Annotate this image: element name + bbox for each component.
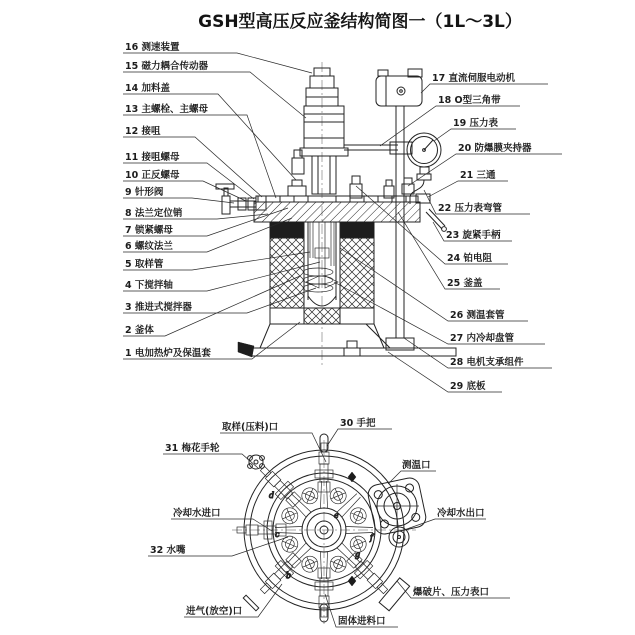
label-solid-feed-port: 固体进料口: [338, 616, 386, 627]
side-mount-assembly: [366, 476, 427, 547]
plan-view: [232, 434, 428, 624]
label-26-thermowell: 26 测温套管: [450, 310, 505, 321]
label-32-water-nozzle: 32 水嘴: [150, 545, 186, 556]
label-31-plum-handwheel: 31 梅花手轮: [165, 443, 220, 454]
coil-fitting: [384, 180, 394, 198]
label-sampling-port: 取样(压料)口: [222, 422, 279, 433]
port-letter-d: d: [269, 491, 275, 500]
label-cooling-water-inlet: 冷却水进口: [173, 508, 221, 519]
label-2-kettle-body: 2 釜体: [125, 325, 154, 336]
label-25-kettle-lid: 25 釜盖: [447, 278, 483, 289]
label-9-needle-valve: 9 针形阀: [125, 187, 164, 198]
elevation-labels-left: [125, 41, 211, 359]
label-20-rupture-disc-holder: 20 防爆膜夹持器: [458, 143, 532, 154]
label-21-tee: 21 三通: [460, 170, 496, 181]
label-3-propeller-stirrer: 3 推进式搅拌器: [125, 302, 192, 313]
label-7-lock-nut: 7 锁紧螺母: [125, 225, 173, 236]
port-letter-e: e: [334, 511, 339, 520]
diagram-title: GSH型高压反应釜结构简图一（1L～3L）: [198, 12, 522, 32]
label-4-lower-stir-shaft: 4 下搅拌轴: [125, 280, 173, 291]
label-17-servo-motor: 17 直流伺服电动机: [432, 73, 516, 84]
servo-motor: [376, 69, 422, 106]
label-29-base-plate: 29 底板: [450, 381, 486, 392]
label-cooling-water-outlet: 冷却水出口: [437, 508, 485, 519]
plum-handwheel: [248, 455, 265, 469]
label-14-feed-cover: 14 加料盖: [125, 83, 171, 94]
label-10-double-nut: 10 正反螺母: [125, 170, 180, 181]
kettle-lid: [254, 196, 420, 222]
vent-valve-handle: [243, 595, 259, 611]
label-24-platinum-rtd: 24 铂电阻: [447, 253, 493, 264]
label-28-motor-support: 28 电机支承组件: [450, 357, 524, 368]
label-11-nozzle-nut: 11 接咀螺母: [125, 152, 180, 163]
port-valves: [237, 443, 392, 617]
label-rupture-gauge-port: 爆破片、压力表口: [413, 587, 490, 598]
stand-base: [238, 324, 456, 357]
label-8-flange-pin: 8 法兰定位销: [125, 208, 183, 219]
label-13-main-bolts: 13 主螺栓、主螺母: [125, 104, 209, 115]
port-letter-f: f: [370, 533, 373, 542]
label-18-v-belt: 18 O型三角带: [438, 95, 501, 106]
feed-cover: [288, 180, 306, 196]
label-5-sampling-tube: 5 取样管: [125, 259, 164, 270]
label-1-electric-furnace: 1 电加热炉及保温套: [125, 348, 211, 359]
label-30-handle: 30 手把: [340, 418, 376, 429]
port-letter-g: g: [355, 550, 361, 559]
label-16-speed-device: 16 测速装置: [125, 42, 180, 53]
thermo-fitting: [350, 176, 362, 198]
label-gas-vent-port: 进气(放空)口: [186, 606, 243, 617]
port-letter-b: b: [286, 571, 292, 580]
index-diamond-top: [348, 472, 356, 482]
label-22-gauge-elbow: 22 压力表弯管: [438, 203, 503, 214]
elevation-view: [216, 62, 456, 366]
label-15-magnetic-coupling: 15 磁力耦合传动器: [125, 61, 209, 72]
label-12-nozzle: 12 接咀: [125, 126, 161, 137]
label-19-pressure-gauge: 19 压力表: [453, 118, 499, 129]
port-letter-c: c: [275, 530, 280, 539]
magnetic-coupling-drive: [292, 106, 348, 194]
label-thermo-port: 测温口: [402, 460, 431, 471]
label-23-clamp-handle: 23 旋紧手柄: [446, 230, 501, 241]
label-6-threaded-flange: 6 螺纹法兰: [125, 241, 173, 252]
label-27-cooling-coil: 27 内冷却盘管: [450, 333, 515, 344]
